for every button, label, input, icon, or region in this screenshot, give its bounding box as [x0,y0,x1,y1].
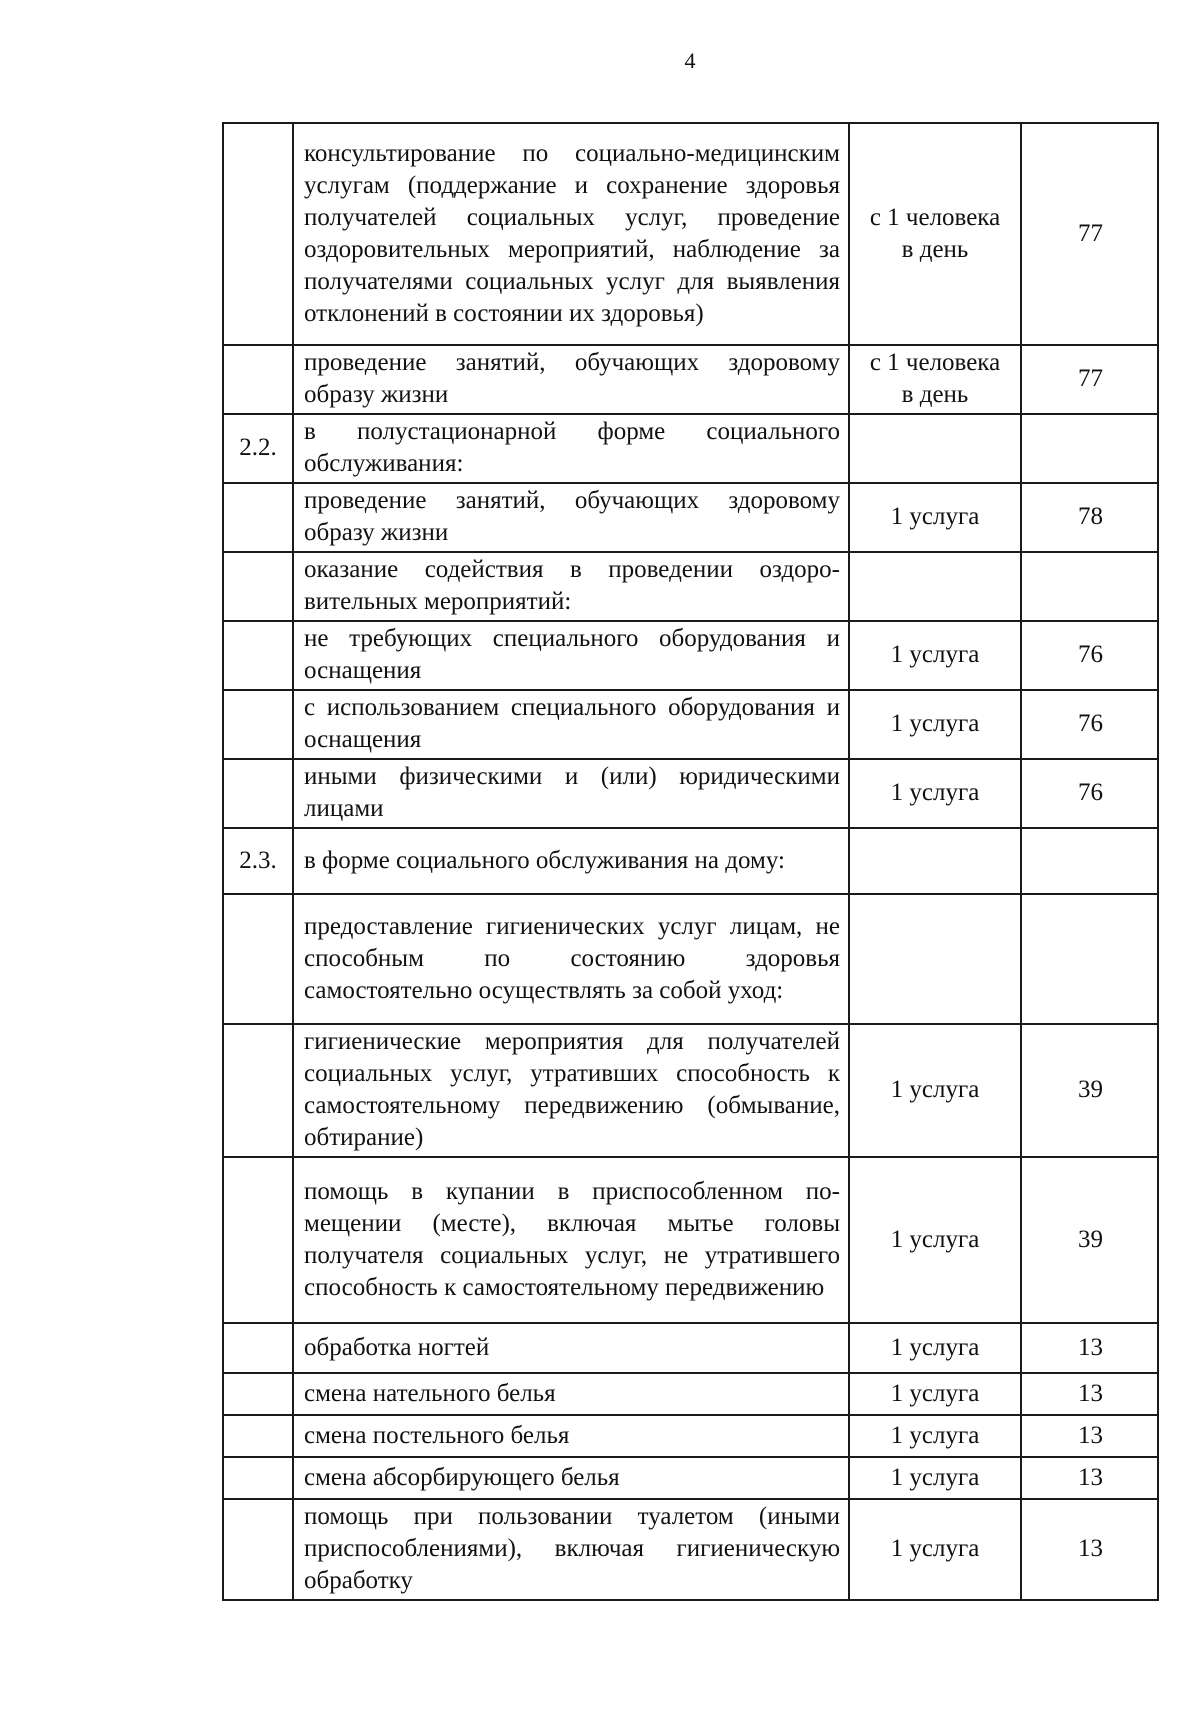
service-price: 77 [1021,123,1158,345]
row-number [223,759,293,828]
service-price: 13 [1021,1457,1158,1499]
row-number [223,1024,293,1157]
service-price: 76 [1021,759,1158,828]
service-name: не требующих специального оборудования и оснащения [293,621,849,690]
service-name: смена постельного белья [293,1415,849,1457]
service-name: проведение занятий, обучающих здоровому образу жизни [293,345,849,414]
table-row [223,414,1158,483]
service-unit: 1 услуга [849,1415,1021,1457]
table-row [223,1024,1158,1157]
service-unit [849,828,1021,894]
service-price [1021,552,1158,621]
service-name: в форме социального обслуживания на дому: [293,828,849,894]
service-name: оказание содействия в проведении оздоровительных мероприятий: [293,552,849,621]
row-number: 2.3. [223,828,293,894]
row-number [223,1157,293,1323]
row-number [223,1323,293,1373]
service-unit: с 1 человека в день [849,123,1021,345]
service-price: 76 [1021,690,1158,759]
service-price: 76 [1021,621,1158,690]
service-price [1021,414,1158,483]
table-row [223,894,1158,1024]
service-price: 39 [1021,1024,1158,1157]
service-unit [849,414,1021,483]
row-number [223,894,293,1024]
service-unit: 1 услуга [849,1457,1021,1499]
tariff-table [222,122,1159,1601]
service-price: 78 [1021,483,1158,552]
service-name: в полустационарной форме социального обслуживания: [293,414,849,483]
service-unit [849,894,1021,1024]
table-row [223,1157,1158,1323]
table-row [223,1457,1158,1499]
service-name: консультирование по социально-медицинским услугам (поддержание и сохранение здоровья получателей социальных услуг, проведение оздоровительных мероприятий, наблюдение за получателями социальных услуг для выявления отклонений в состоянии их здоровья) [293,123,849,345]
service-unit: 1 услуга [849,1323,1021,1373]
service-unit: с 1 человека в день [849,345,1021,414]
service-unit: 1 услуга [849,1157,1021,1323]
service-price: 13 [1021,1373,1158,1415]
table-row [223,552,1158,621]
service-name: помощь в купании в приспособленном помещении (месте), включая мытье головы получателя социальных услуг, не утратившего способность к самостоятельному передвижению [293,1157,849,1323]
service-price: 13 [1021,1323,1158,1373]
service-unit: 1 услуга [849,621,1021,690]
service-name: смена нательного белья [293,1373,849,1415]
service-unit: 1 услуга [849,690,1021,759]
service-name: обработка ногтей [293,1323,849,1373]
service-name: смена абсорбирующего белья [293,1457,849,1499]
row-number [223,345,293,414]
row-number [223,1457,293,1499]
row-number [223,621,293,690]
table-row [223,690,1158,759]
service-price [1021,828,1158,894]
service-name: иными физическими и (или) юридическими лицами [293,759,849,828]
service-unit: 1 услуга [849,1373,1021,1415]
service-unit [849,552,1021,621]
table-row [223,123,1158,345]
service-name: помощь при пользовании туалетом (иными приспособлениями), включая гигиеническую обработку [293,1499,849,1600]
service-price: 13 [1021,1415,1158,1457]
service-price: 39 [1021,1157,1158,1323]
row-number [223,123,293,345]
service-unit: 1 услуга [849,1024,1021,1157]
table-row [223,1499,1158,1600]
table-row [223,483,1158,552]
page-number: 4 [684,48,696,73]
service-price [1021,894,1158,1024]
table-row [223,759,1158,828]
row-number [223,1499,293,1600]
row-number [223,552,293,621]
service-unit: 1 услуга [849,483,1021,552]
table-row [223,828,1158,894]
table-row [223,621,1158,690]
row-number: 2.2. [223,414,293,483]
service-price: 13 [1021,1499,1158,1600]
row-number [223,1415,293,1457]
service-price: 77 [1021,345,1158,414]
service-unit: 1 услуга [849,1499,1021,1600]
table-row [223,1373,1158,1415]
row-number [223,690,293,759]
service-unit: 1 услуга [849,759,1021,828]
service-name: предоставление гигиенических услуг лицам, не способным по состоянию здоровья самостоятельно осуществлять за собой уход: [293,894,849,1024]
table-row [223,1323,1158,1373]
table-row [223,345,1158,414]
service-name: проведение занятий, обучающих здоровому образу жизни [293,483,849,552]
row-number [223,1373,293,1415]
service-name: с использованием специального оборудования и оснащения [293,690,849,759]
row-number [223,483,293,552]
table-row [223,1415,1158,1457]
service-name: гигиенические мероприятия для получателей социальных услуг, утративших способность к самостоятельному передвижению (обмывание, обтирание) [293,1024,849,1157]
